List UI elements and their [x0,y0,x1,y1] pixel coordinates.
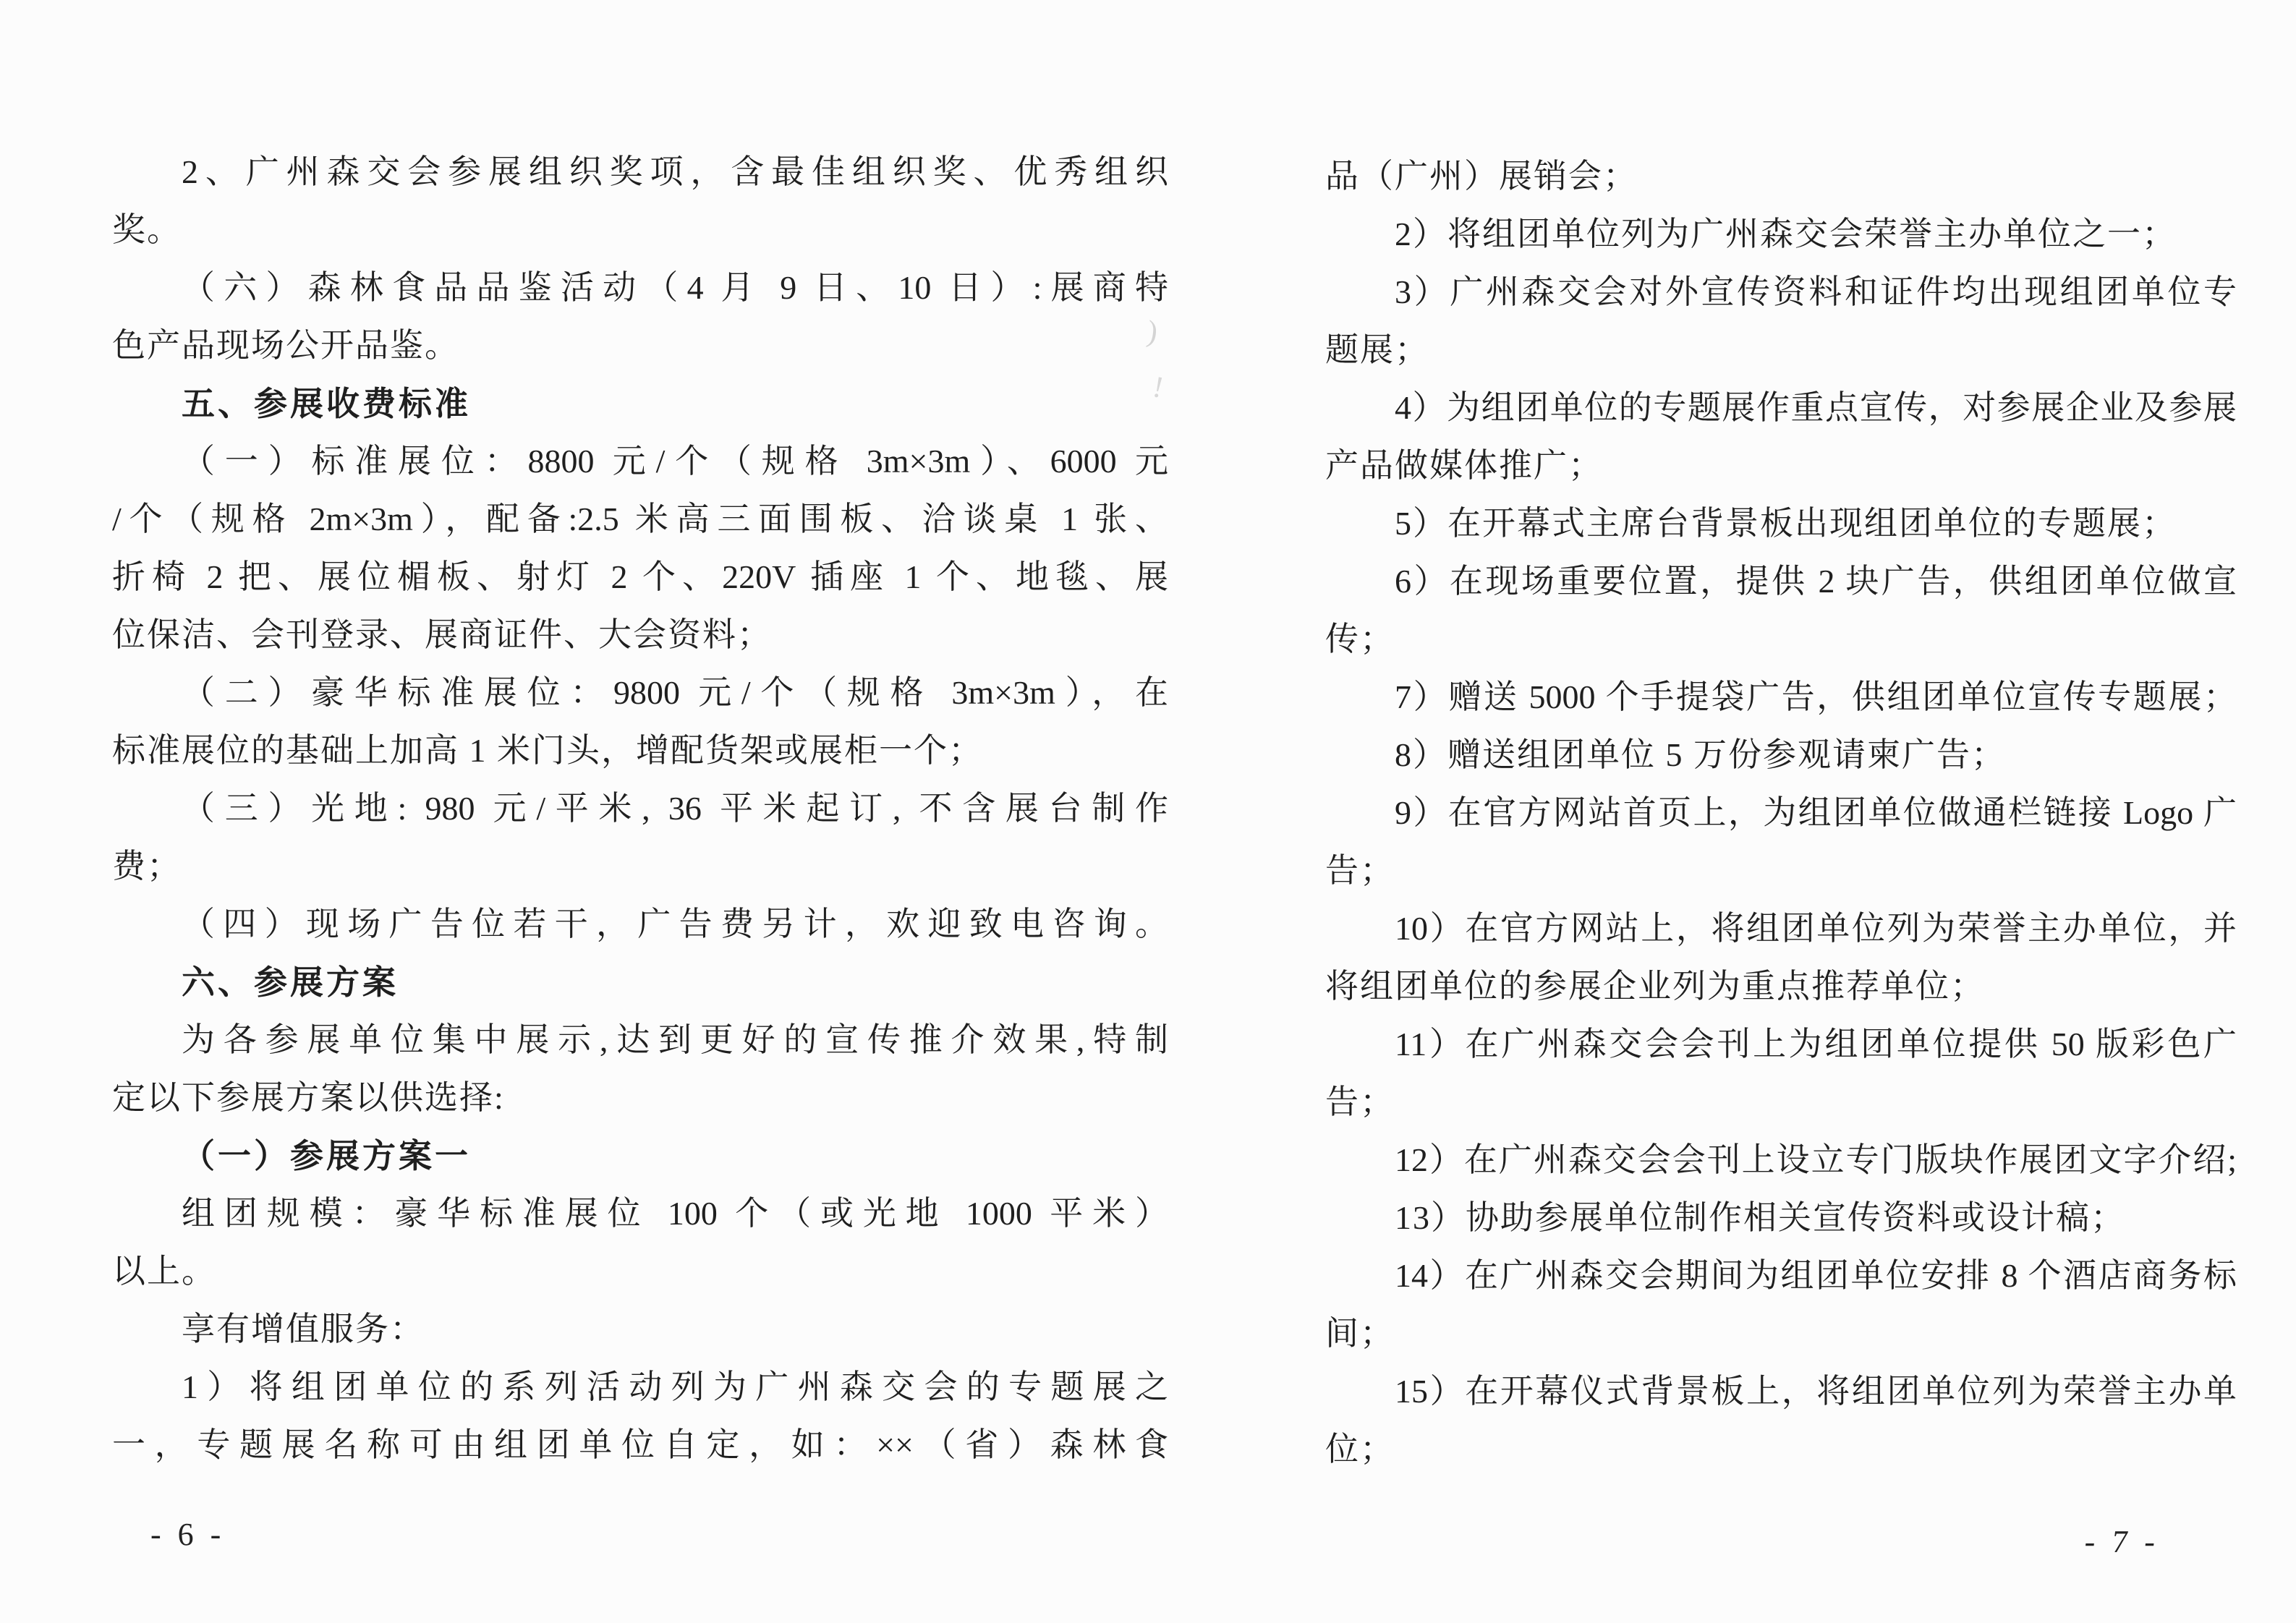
page-6-text-column [112,143,1168,1474]
text-line: （四）现场广告位若干，广告费另计，欢迎致电咨询。 [182,906,1168,942]
page-number-6: - 6 - [150,1517,226,1552]
text-line: 传； [1325,621,1395,657]
text-line: 六、参展方案 [182,963,399,1001]
text-line: 色产品现场公开品鉴。 [112,327,459,364]
text-line: 间； [1325,1315,1395,1352]
text-line: 五、参展收费标准 [182,385,471,422]
text-line: 以上。 [112,1253,216,1290]
scan-artifact: ! [1149,370,1167,405]
text-line: 10）在官方网站上，将组团单位列为荣誉主办单位，并 [1395,910,2237,947]
text-line: （一）标准展位：8800 元/个（规格 3m×3m）、6000 元 [182,443,1168,480]
text-line: 7）赠送 5000 个手提袋广告，供组团单位宣传专题展； [1395,678,2237,715]
text-line: 费； [112,848,182,885]
text-line: 12）在广州森交会会刊上设立专门版块作展团文字介绍; [1395,1141,2237,1178]
text-line: 品（广州）展销会； [1325,158,1638,195]
text-line: 一，专题展名称可由组团单位自定，如：××（省）森林食 [112,1426,1168,1463]
text-line: 位保洁、会刊登录、展商证件、大会资料； [112,616,772,653]
text-line: 奖。 [112,211,182,248]
text-line: 标准展位的基础上加高 1 米门头，增配货架或展柜一个； [112,732,983,769]
text-line: 13）协助参展单位制作相关宣传资料或设计稿； [1395,1199,2125,1236]
text-line: 产品做媒体推广； [1325,447,1603,484]
text-line: 3）广州森交会对外宣传资料和证件均出现组团单位专 [1395,273,2237,310]
text-line: 1）将组团单位的系列活动列为广州森交会的专题展之 [182,1368,1168,1405]
text-line: /个（规格 2m×3m），配备:2.5 米高三面围板、洽谈桌 1 张、 [112,500,1168,537]
text-line: （一）参展方案一 [182,1137,471,1175]
text-line: （二）豪华标准展位：9800 元/个（规格 3m×3m），在 [182,674,1168,711]
text-line: 题展； [1325,331,1429,368]
text-line: 享有增值服务： [182,1311,425,1347]
text-line: 位； [1325,1431,1395,1467]
text-line: 告； [1325,852,1395,889]
text-line: 2）将组团单位列为广州森交会荣誉主办单位之一； [1395,216,2177,252]
text-line: 14）在广州森交会期间为组团单位安排 8 个酒店商务标 [1395,1257,2237,1294]
text-line: （六）森林食品品鉴活动（4 月 9 日、10 日）:展商特 [182,269,1168,306]
text-line: 5）在开幕式主席台背景板出现组团单位的专题展； [1395,505,2177,542]
text-line: 为各参展单位集中展示,达到更好的宣传推介效果,特制 [182,1021,1168,1058]
text-line: 告； [1325,1083,1395,1120]
scan-artifact: ) [1144,315,1160,349]
text-line: 6）在现场重要位置，提供 2 块广告，供组团单位做宣 [1395,563,2237,600]
text-line: 4）为组团单位的专题展作重点宣传，对参展企业及参展 [1395,389,2237,426]
text-line: 8）赠送组团单位 5 万份参观请柬广告； [1395,736,2006,773]
text-line: 将组团单位的参展企业列为重点推荐单位； [1325,968,1985,1005]
page-number-7: - 7 - [2083,1524,2161,1559]
page-7-text-column [1325,148,2237,1478]
text-line: 11）在广州森交会会刊上为组团单位提供 50 版彩色广 [1395,1026,2237,1062]
text-line: 折椅 2 把、展位楣板、射灯 2 个、220V 插座 1 个、地毯、展 [112,558,1168,595]
text-line: 组团规模：豪华标准展位 100 个（或光地 1000 平米） [182,1195,1168,1232]
text-line: 2、广州森交会参展组织奖项，含最佳组织奖、优秀组织 [182,153,1168,190]
text-line: 定以下参展方案以供选择: [112,1079,505,1116]
text-line: 9）在官方网站首页上，为组团单位做通栏链接 Logo 广 [1395,794,2237,831]
text-line: （三）光地: 980 元/平米, 36 平米起订, 不含展台制作 [182,790,1168,827]
text-line: 15）在开幕仪式背景板上，将组团单位列为荣誉主办单 [1395,1373,2237,1410]
